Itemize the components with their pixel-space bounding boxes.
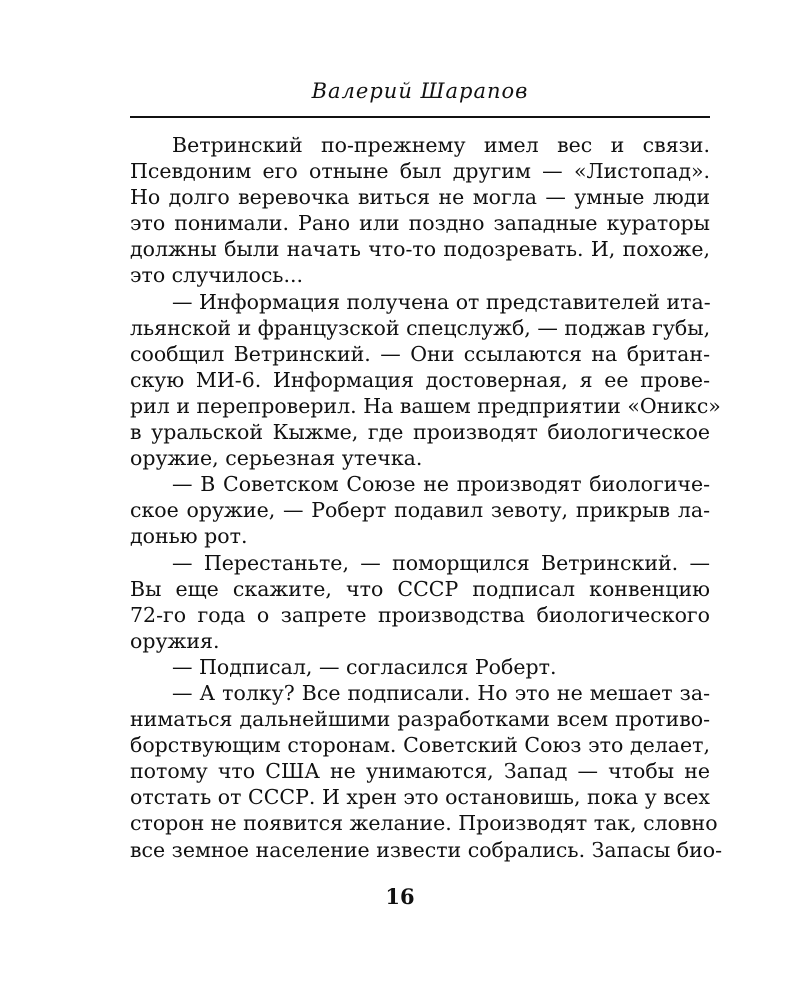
text-line: — Информация получена от представителей ита- <box>172 289 711 314</box>
text-line: 72-го года о запрете производства биологического <box>130 602 710 627</box>
text-line: оружия. <box>130 628 220 653</box>
text-line: в уральской Кыжме, где производят биологическое <box>130 420 710 445</box>
text-line: — В Советском Союзе не производят биологиче- <box>172 472 710 497</box>
text-line: Но долго веревочка виться не могла — умные люди <box>130 185 710 210</box>
text-line: сторон не появится желание. Производят так, словно <box>130 811 718 836</box>
text-line: — А толку? Все подписали. Но это не мешает за- <box>172 680 710 705</box>
text-line: скую МИ-6. Информация достоверная, я ее прове- <box>130 367 710 392</box>
text-line: борствующим сторонам. Советский Союз это делает, <box>130 733 710 758</box>
text-line: льянской и французской спецслужб, — поджав губы, <box>130 315 711 340</box>
text-line: рил и перепроверил. На вашем предприятии «Оникс» <box>130 393 721 418</box>
text-line: потому что США не унимаются, Запад — чтобы не <box>130 759 710 784</box>
text-line: отстать от СССР. И хрен это остановишь, пока у всех <box>130 785 710 810</box>
text-line: Псевдоним его отныне был другим — «Листопад». <box>130 159 710 184</box>
text-line: донью рот. <box>130 524 248 549</box>
body-text <box>130 132 723 863</box>
text-line: сообщил Ветринский. — Они ссылаются на британ- <box>130 341 710 366</box>
text-line: Ветринский по-прежнему имел вес и связи. <box>172 133 710 157</box>
text-line: — Перестаньте, — поморщился Ветринский. — <box>172 550 710 575</box>
text-line: — Подписал, — согласился Роберт. <box>172 654 557 679</box>
text-line: Вы еще скажите, что СССР подписал конвенцию <box>130 576 710 601</box>
text-line: оружие, серьезная утечка. <box>130 446 423 471</box>
header-rule <box>130 116 710 118</box>
page-number: 16 <box>385 884 415 909</box>
running-head-author: Валерий Шарапов <box>311 79 529 103</box>
text-line: ское оружие, — Роберт подавил зевоту, прикрыв ла- <box>130 498 710 523</box>
text-line: ниматься дальнейшими разработками всем противо- <box>130 707 710 732</box>
book-page <box>130 78 723 863</box>
text-line: это случилось... <box>130 263 304 288</box>
text-line: должны были начать что-то подозревать. И, похоже, <box>130 237 710 262</box>
text-line: все земное население извести собрались. Запасы био- <box>130 837 723 862</box>
text-line: это понимали. Рано или поздно западные кураторы <box>130 211 710 236</box>
